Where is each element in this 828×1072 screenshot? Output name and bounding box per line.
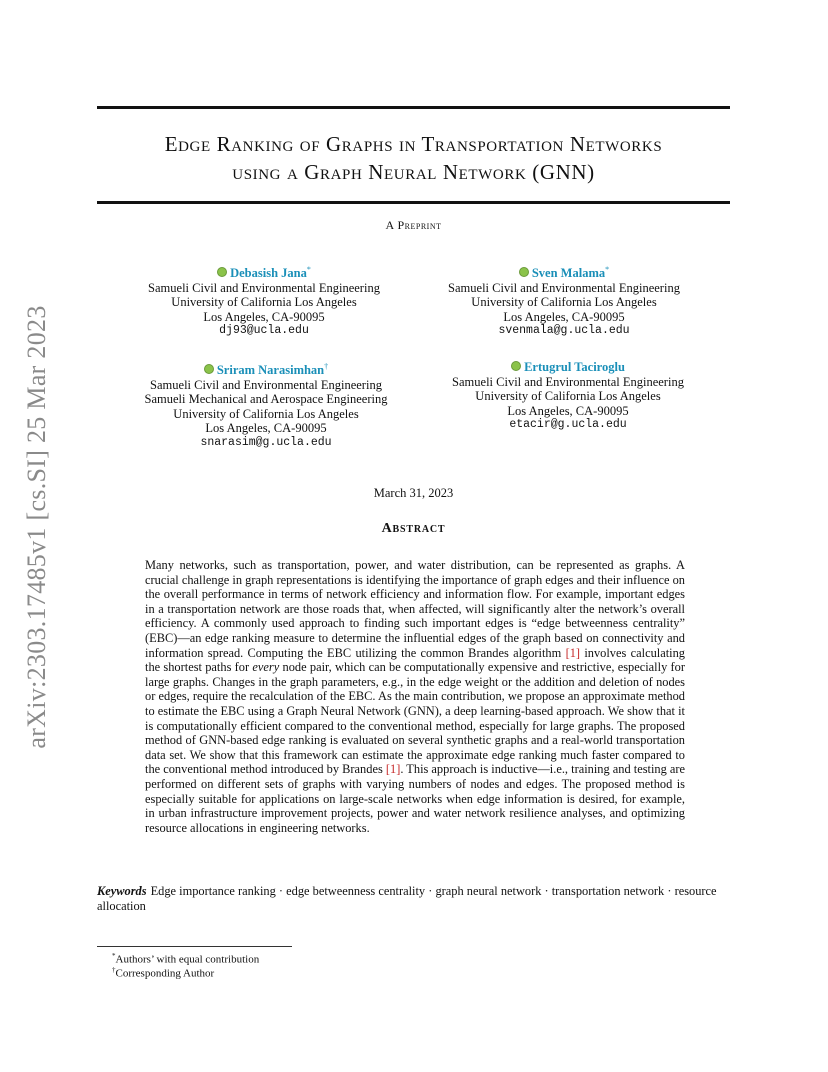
affiliation-line: Los Angeles, CA-90095 [203,309,325,324]
paper-date: March 31, 2023 [373,486,454,500]
author-email[interactable]: dj93@ucla.edu [219,324,309,337]
author-email[interactable]: svenmala@g.ucla.edu [498,324,630,337]
abstract-heading: Abstract [381,521,446,536]
citation-link[interactable]: [1] [385,762,401,777]
author-name-link[interactable]: Debasish Jana [230,266,307,280]
author-footnote-mark[interactable]: * [306,265,311,274]
footnote-mark: † [112,966,116,974]
abstract-body [145,558,685,835]
affiliation-line: Samueli Civil and Environmental Engineering [148,280,380,295]
affiliation-line: Samueli Civil and Environmental Engineering [452,374,684,389]
abstract-emphasis: every [252,660,280,675]
title-line-1: Edge Ranking of Graphs in Transportation Networks [164,132,663,156]
arxiv-stamp: arXiv:2303.17485v1 [cs.SI] 25 Mar 2023 [22,305,51,749]
author-name-link[interactable]: Ertugrul Taciroglu [524,360,625,374]
keywords-label: Keywords [97,884,147,898]
affiliation-line: University of California Los Angeles [171,295,357,309]
affiliation-line: Samueli Civil and Environmental Engineering [150,377,382,392]
affiliation-line: University of California Los Angeles [475,389,661,403]
affiliation-line: Los Angeles, CA-90095 [205,421,327,435]
top-rule [97,106,730,109]
footnote-2 [112,963,214,981]
orcid-icon[interactable] [511,361,521,371]
footnote-text: Authors’ with equal contribution [115,953,260,966]
author-footnote-mark[interactable]: * [605,265,610,274]
affiliation-line: University of California Los Angeles [471,295,657,309]
keywords-text: Edge importance ranking · edge betweenness centrality · graph neural network · transportation network · resource allocation [97,884,717,913]
orcid-icon[interactable] [217,267,227,277]
author-name-link[interactable]: Sriram Narasimhan [216,363,325,377]
title-bottom-rule [97,201,730,204]
footnote-mark: * [112,952,116,960]
author-footnote-mark[interactable]: † [324,362,329,371]
paper-title [97,130,730,186]
affiliation-line: Los Angeles, CA-90095 [507,403,629,418]
orcid-icon[interactable] [204,364,214,374]
citation-link[interactable]: [1] [565,645,581,660]
author-name-link[interactable]: Sven Malama [531,266,606,280]
affiliation-line: Samueli Mechanical and Aerospace Engineering [144,392,388,406]
keywords [97,884,737,914]
author-block-2 [404,263,724,339]
affiliation-line: University of California Los Angeles [173,406,359,421]
affiliation-line: Los Angeles, CA-90095 [503,309,625,324]
author-email[interactable]: snarasim@g.ucla.edu [200,435,332,449]
abstract-text: node pair, which can be computationally expensive and restrictive, especially for large graphs. Changes in the graph parameters, e.g., in the edge weight or the addition and deletion of nodes or edges, require the recalculation of the EBC. As the main contribution, we propose an approximate method to estimate the EBC using a Graph Neural Network (GNN), a deep learning-based approach. We show that it is computationally efficient compared to the conventional method, especially for large graphs. The proposed method of GNN-based edge ranking is evaluated on several synthetic graphs and a real-world transportation data set. We show that this framework can estimate the approximate edge ranking much faster compared to the conventional method introduced by Brandes [145,660,685,777]
author-block-4 [408,360,728,433]
author-email[interactable]: etacir@g.ucla.edu [509,418,627,431]
title-line-2: using a Graph Neural Network (GNN) [232,160,595,184]
abstract-text: . This approach is inductive—i.e., training and testing are performed on different sets of graphs with varying numbers of nodes and edges. The proposed method is especially suitable for applications on large-scale networks when edge information is desired, for example, in urban infrastructure improvement projects, power and water network resilience analyses, and optimizing resource allocations in engineering networks. [145,762,686,835]
footnote-rule [97,946,292,947]
author-block-3 [106,360,426,450]
abstract-text: Many networks, such as transportation, power, and water distribution, can be represented as graphs. A crucial challenge in graph representations is identifying the importance of graph edges and their influence on the overall performance in terms of network efficiency and information flow. For example, important edges in a transportation network are those roads that, when affected, will significantly alter the network’s overall efficiency. A commonly used approach to finding such important edges is “edge betweenness centrality” (EBC)—an edge ranking measure to determine the influential edges of the graph based on connectivity and information spread. Computing the EBC utilizing the common Brandes algorithm [145,558,685,660]
preprint-label: A Preprint [385,218,442,232]
author-block-1 [104,263,424,339]
affiliation-line: Samueli Civil and Environmental Engineering [448,280,680,295]
abstract-text: involves calculating the shortest paths for [145,645,685,675]
orcid-icon[interactable] [519,267,529,277]
footnote-text: Corresponding Author [115,967,215,980]
